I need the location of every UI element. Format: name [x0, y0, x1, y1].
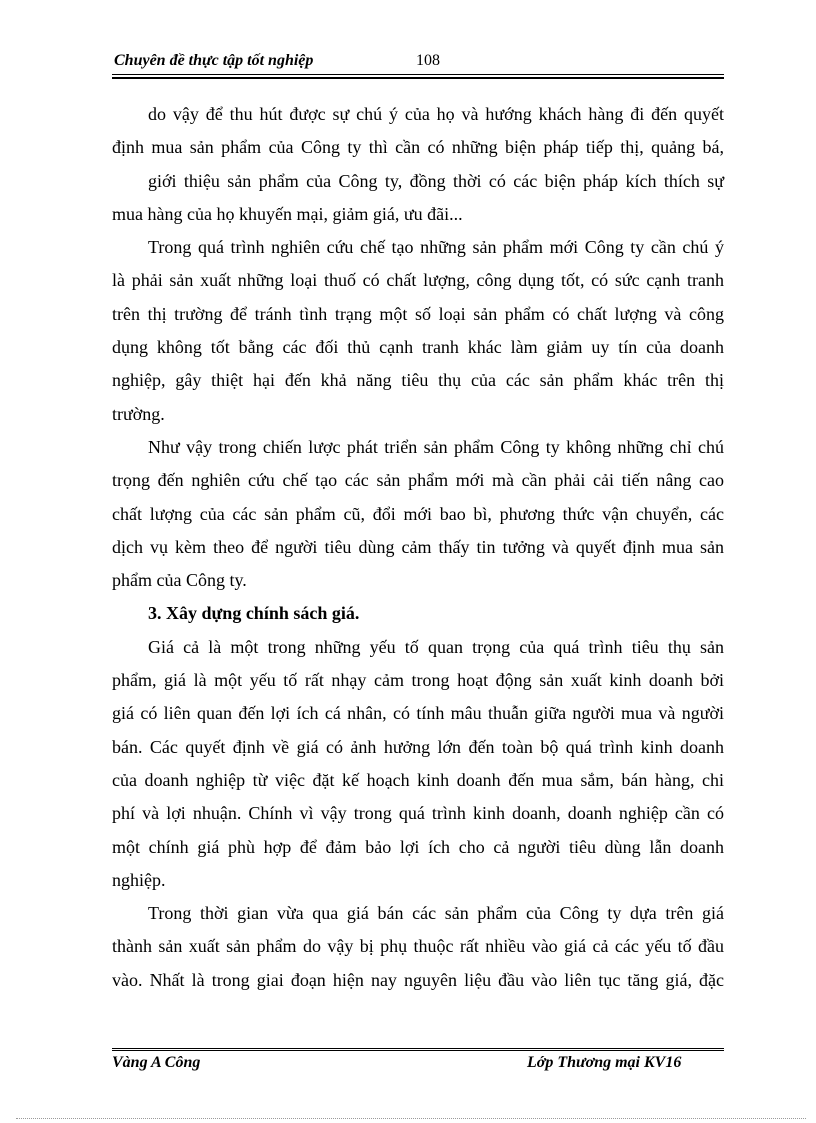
page-edge-dots	[16, 1118, 806, 1119]
section-heading: 3. Xây dựng chính sách giá.	[148, 603, 360, 624]
footer-rule	[112, 1048, 724, 1049]
body-line: mua hàng của họ khuyến mại, giảm giá, ưu đãi...	[112, 203, 463, 224]
page-number: 108	[416, 52, 440, 69]
body-line: chất lượng của các sản phẩm cũ, đổi mới bao bì, phương thức vận chuyển, các	[112, 503, 724, 524]
body-line: trọng đến nghiên cứu chế tạo các sản phẩm mới mà cần phải cải tiến nâng cao	[112, 470, 724, 491]
body-line: trường.	[112, 403, 165, 424]
footer-author: Vàng A Công	[112, 1054, 201, 1071]
body-line: Giá cả là một trong những yếu tố quan trọng của quá trình tiêu thụ sản	[148, 636, 724, 657]
body-line: là phải sản xuất những loại thuố có chất lượng, công dụng tốt, có sức cạnh tranh	[112, 270, 724, 291]
header-rule-thick	[112, 77, 724, 79]
footer-rule-double	[112, 1050, 724, 1051]
page-header	[112, 50, 724, 74]
header-title: Chuyên đề thực tập tốt nghiệp	[114, 52, 314, 69]
body-line: của doanh nghiệp từ việc đặt kế hoạch kinh doanh đến mua sắm, bán hàng, chi	[112, 769, 724, 790]
body-line: dụng không tốt bằng các đối thủ cạnh tranh khác làm giảm uy tín của doanh	[112, 337, 724, 358]
body-line: trên thị trường để tránh tình trạng một số loại sản phẩm có chất lượng và công	[112, 303, 724, 324]
header-rule	[112, 74, 724, 75]
body-line: Như vậy trong chiến lược phát triển sản phẩm Công ty không những chỉ chú	[148, 436, 724, 457]
body-line: vào. Nhất là trong giai đoạn hiện nay nguyên liệu đầu vào liên tục tăng giá, đặc	[112, 969, 724, 990]
body-line: Trong thời gian vừa qua giá bán các sản phẩm của Công ty dựa trên giá	[148, 903, 724, 924]
body-line: nghiệp, gây thiệt hại đến khả năng tiêu thụ của các sản phẩm khác trên thị	[112, 370, 724, 391]
body-line: Trong quá trình nghiên cứu chế tạo những sản phẩm mới Công ty cần chú ý	[148, 237, 724, 258]
body-line: thành sản xuất sản phẩm do vậy bị phụ thuộc rất nhiều vào giá cả các yếu tố đầu	[112, 936, 724, 957]
body-line: bán. Các quyết định về giá có ảnh hưởng lớn đến toàn bộ quá trình kinh doanh	[112, 736, 724, 757]
body-line: giá có liên quan đến lợi ích cá nhân, có tính mâu thuẫn giữa người mua và người	[112, 703, 724, 724]
document-body	[112, 98, 724, 997]
footer-class: Lớp Thương mại KV16	[527, 1054, 682, 1071]
body-line: một chính giá phù hợp để đảm bảo lợi ích cho cả người tiêu dùng lẫn doanh	[112, 836, 724, 857]
body-line: phí và lợi nhuận. Chính vì vậy trong quá trình kinh doanh, doanh nghiệp cần có	[112, 803, 724, 824]
body-line: giới thiệu sản phẩm của Công ty, đồng thời có các biện pháp kích thích sự	[148, 170, 724, 191]
body-line: phẩm của Công ty.	[112, 570, 247, 591]
body-line: định mua sản phẩm của Công ty thì cần có những biện pháp tiếp thị, quảng bá,	[112, 137, 724, 158]
body-line: phẩm, giá là một yếu tố rất nhạy cảm trong hoạt động sản xuất kinh doanh bởi	[112, 670, 724, 691]
body-line: do vậy để thu hút được sự chú ý của họ và hướng khách hàng đi đến quyết	[148, 104, 724, 124]
body-line: nghiệp.	[112, 869, 166, 890]
body-line: dịch vụ kèm theo để người tiêu dùng cảm thấy tin tưởng và quyết định mua sản	[112, 536, 724, 557]
